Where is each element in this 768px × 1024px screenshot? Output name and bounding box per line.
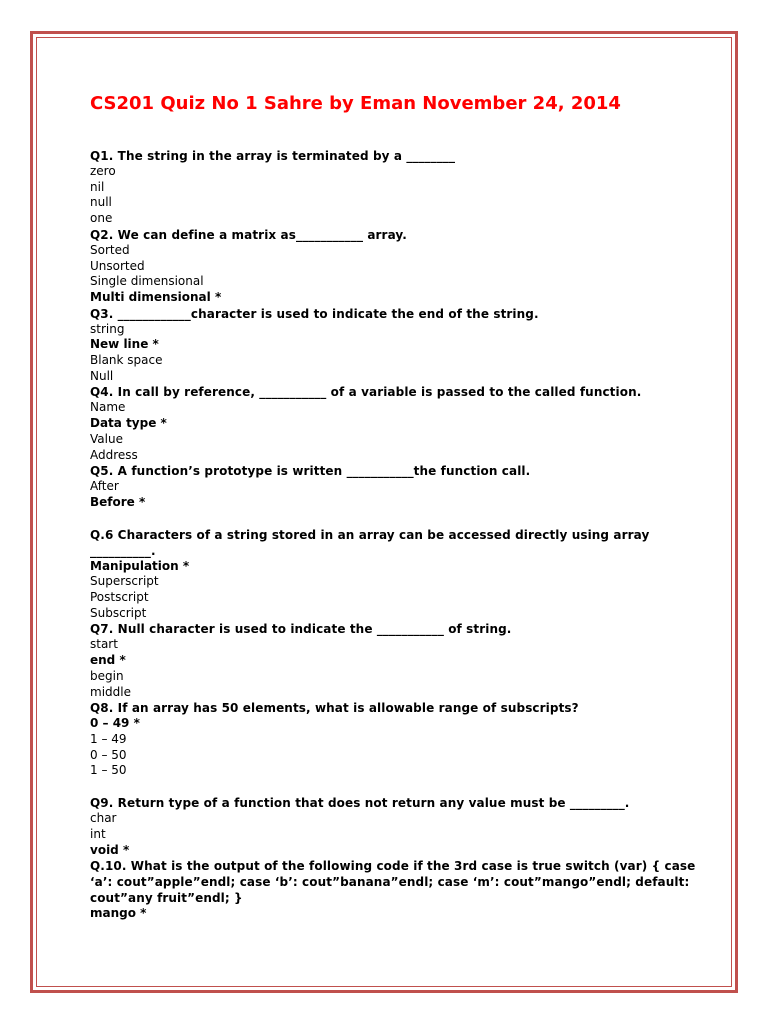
option: middle — [90, 684, 131, 699]
option: Address — [90, 447, 138, 462]
correct-option: void * — [90, 842, 130, 857]
question-text: Q.6 Characters of a string stored in an array can be accessed directly using array __________. — [90, 527, 650, 558]
question-block-8 — [90, 700, 700, 779]
option: Single dimensional — [90, 274, 204, 289]
option: start — [90, 637, 118, 652]
correct-option: end * — [90, 653, 126, 668]
question-text: Q2. We can define a matrix as___________ array. — [90, 227, 407, 242]
option: Subscript — [90, 605, 147, 620]
question-text: Q3. ____________character is used to indicate the end of the string. — [90, 306, 539, 321]
question-text: Q1. The string in the array is terminated by a ________ — [90, 149, 456, 163]
question-block-9 — [90, 795, 700, 858]
question-text: Q4. In call by reference, ___________ of a variable is passed to the called function. — [90, 385, 642, 400]
option: zero — [90, 164, 116, 178]
option: 1 – 49 — [90, 731, 127, 746]
question-block-4 — [90, 384, 700, 463]
correct-option: 0 – 49 * — [90, 716, 140, 731]
question-block-10 — [90, 858, 700, 922]
option: null — [90, 195, 112, 210]
question-text: Q5. A function’s prototype is written ___________the function call. — [90, 464, 531, 479]
question-text: Q.10. What is the output of the following code if the 3rd case is true switch (var) { case ‘a’: cout”apple”endl; case ‘b’: cout”banana”endl; case ‘m’: cout”mango”endl; default: cout”any fruit”endl; } — [90, 859, 696, 906]
option: int — [90, 826, 106, 841]
option: one — [90, 211, 113, 226]
option: Postscript — [90, 590, 149, 605]
question-block-2 — [90, 227, 700, 306]
option: Blank space — [90, 353, 163, 368]
question-block-1 — [90, 148, 700, 227]
correct-option: Data type * — [90, 416, 167, 431]
option: Sorted — [90, 242, 130, 257]
option: Name — [90, 400, 126, 415]
option: After — [90, 479, 119, 494]
correct-option: Manipulation * — [90, 558, 190, 573]
option: Null — [90, 368, 114, 383]
question-block-7 — [90, 621, 700, 700]
question-block-6 — [90, 527, 700, 622]
option: Value — [90, 431, 123, 446]
option: char — [90, 811, 117, 826]
question-text: Q8. If an array has 50 elements, what is allowable range of subscripts? — [90, 701, 579, 716]
correct-option: mango * — [90, 906, 147, 921]
question-text: Q7. Null character is used to indicate the ___________ of string. — [90, 622, 512, 637]
correct-option: New line * — [90, 337, 159, 352]
option: nil — [90, 179, 105, 194]
document-content — [90, 90, 700, 922]
option: 0 – 50 — [90, 747, 127, 762]
correct-option: Multi dimensional * — [90, 289, 222, 304]
document-title: CS201 Quiz No 1 Sahre by Eman November 24, 2014 — [90, 93, 621, 114]
option: 1 – 50 — [90, 763, 127, 778]
option: Unsorted — [90, 258, 145, 273]
question-block-3 — [90, 306, 700, 385]
question-block-5 — [90, 463, 700, 510]
option: Superscript — [90, 574, 159, 589]
question-text: Q9. Return type of a function that does not return any value must be _________. — [90, 796, 630, 811]
option: string — [90, 321, 125, 336]
option: begin — [90, 668, 124, 683]
correct-option: Before * — [90, 494, 146, 509]
